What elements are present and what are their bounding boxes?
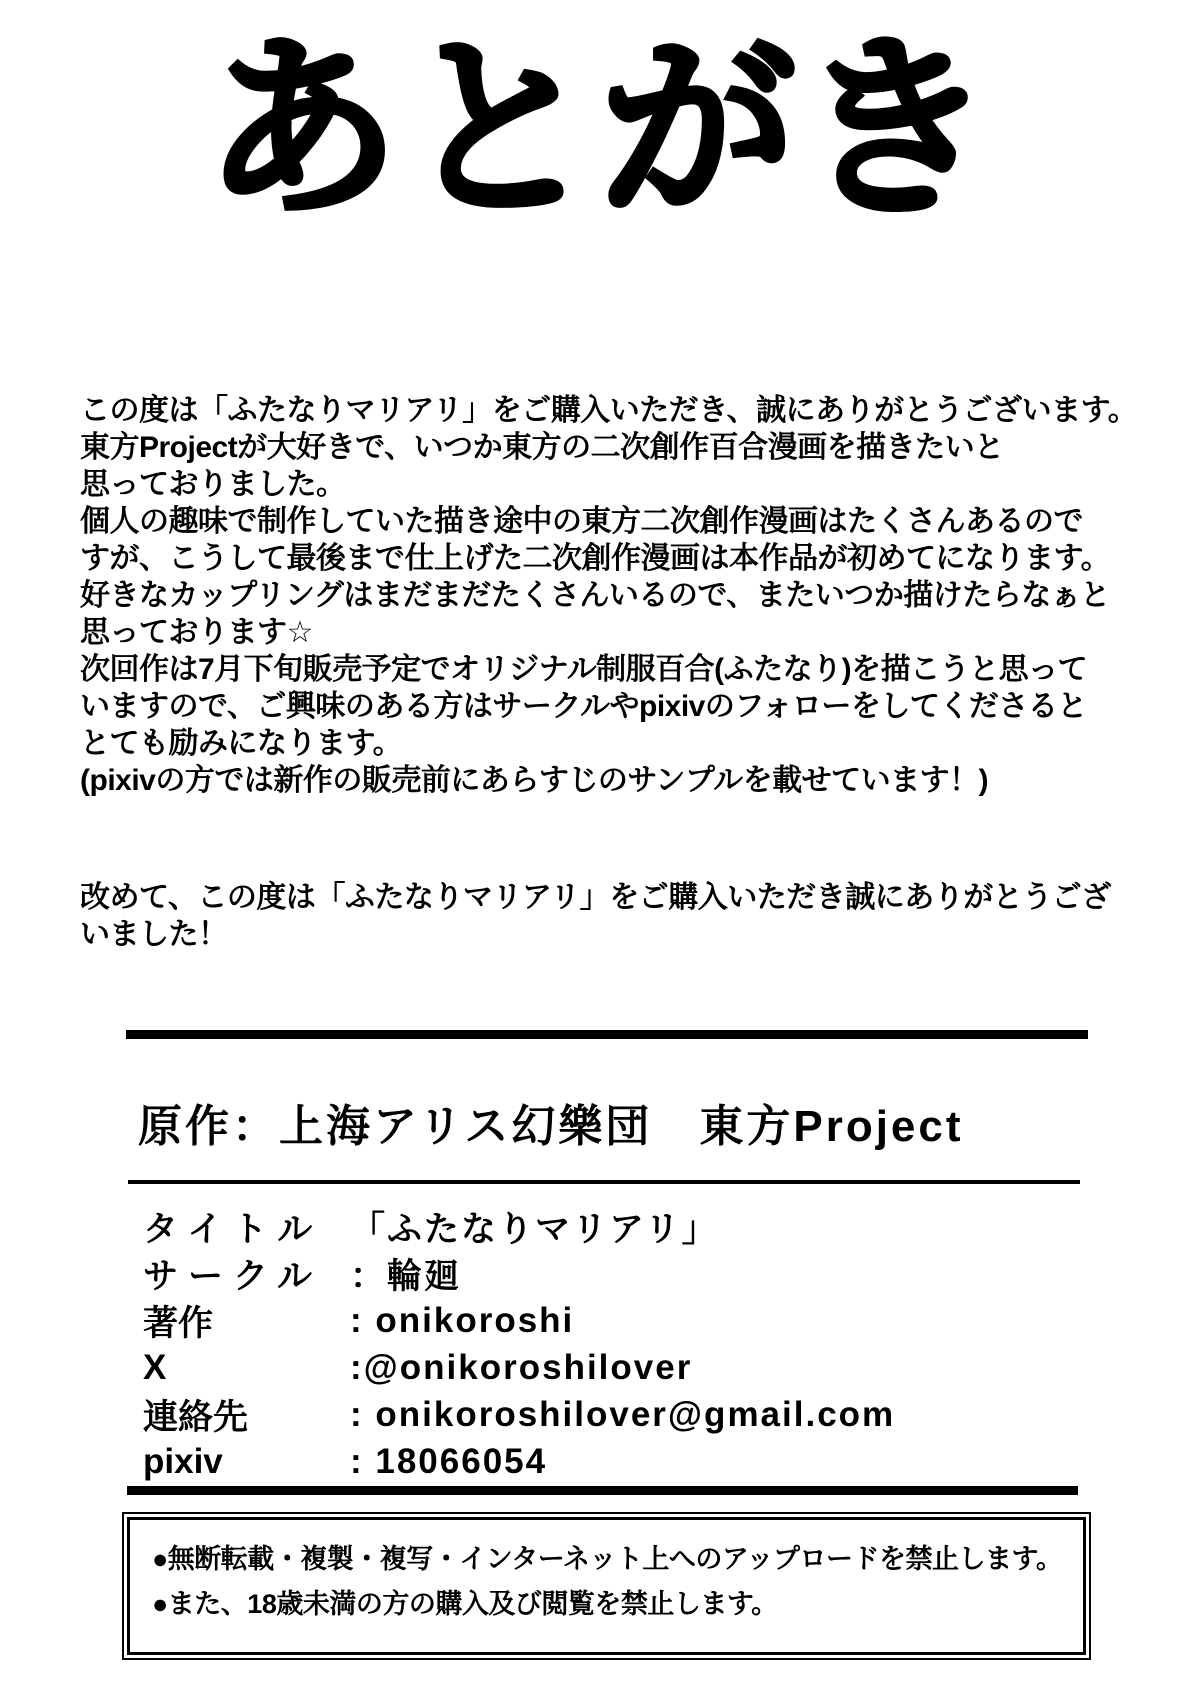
warning-line-age-restriction: ●また、18歳未満の方の購入及び閲覧を禁止します。 [152,1589,778,1619]
credit-value: :@onikoroshilover [350,1347,693,1387]
credit-label: pixiv [143,1441,223,1481]
paragraph-line: この度は「ふたなりマリアリ」をご購入いただき、誠にありがとうございます。 [80,394,1138,427]
paragraph-line: すが、こうして最後まで仕上げた二次創作漫画は本作品が初めてになります。 [80,542,1111,575]
credit-row-pixiv [143,1438,1093,1485]
warning-line-no-repost: ●無断転載・複製・複写・インターネット上へのアップロードを禁止します。 [152,1544,1063,1574]
page-title: あとがき [203,20,996,239]
credit-row-author [143,1297,1093,1344]
credit-label: タイトル [143,1209,323,1249]
original-work-credit: 原作：上海アリス幻樂団 東方Project [138,1102,964,1151]
paragraph-line: (pixivの方では新作の販売前にあらすじのサンプルを載せています！) [80,764,989,797]
paragraph-line: とても励みになります。 [80,727,403,760]
credit-row-contact [143,1391,1093,1438]
paragraph-line: 次回作は7月下旬販売予定でオリジナル制服百合(ふたなり)を描こうと思って [80,653,1088,686]
credit-value: : onikoroshilover@gmail.com [350,1394,896,1434]
credit-label: X [143,1347,167,1387]
paragraph-line: 思っておりました。 [80,468,346,501]
warning-box [122,1512,1091,1660]
credit-value: 「ふたなりマリアリ」 [350,1209,719,1249]
afterword-paragraph-2 [80,879,1155,953]
credit-value: ：輪廻 [350,1256,462,1296]
divider-thick-top [126,1030,1088,1039]
paragraph-line: 好きなカップリングはまだまだたくさんいるので、またいつか描けたらなぁと [80,579,1110,612]
divider-thick-bottom [127,1486,1078,1495]
paragraph-line: 思っております☆ [80,616,313,649]
divider-thin [128,1180,1080,1184]
paragraph-line: 改めて、この度は「ふたなりマリアリ」をご購入いただき誠にありがとうござ [80,881,1111,914]
credit-label: 著作 [143,1303,214,1343]
afterword-paragraph-1 [80,392,1155,799]
credit-label: サークル [143,1256,322,1296]
paragraph-line: 東方Projectが大好きで、いつか東方の二次創作百合漫画を描きたいと [80,431,1004,464]
paragraph-line: いますので、ご興味のある方はサークルやpixivのフォローをしてくださると [80,690,1087,723]
credit-value: : onikoroshi [350,1300,575,1340]
paragraph-line: 個人の趣味で制作していた描き途中の東方二次創作漫画はたくさんあるので [80,505,1083,538]
credit-value: : 18066054 [350,1441,548,1481]
paragraph-line: いました！ [80,918,228,951]
credit-label: 連絡先 [143,1397,249,1437]
warning-box-inner [127,1517,1086,1655]
credits-list [143,1203,1093,1485]
credit-row-circle [143,1250,1093,1297]
credit-row-x-account [143,1344,1093,1391]
credit-row-title [143,1203,1093,1250]
